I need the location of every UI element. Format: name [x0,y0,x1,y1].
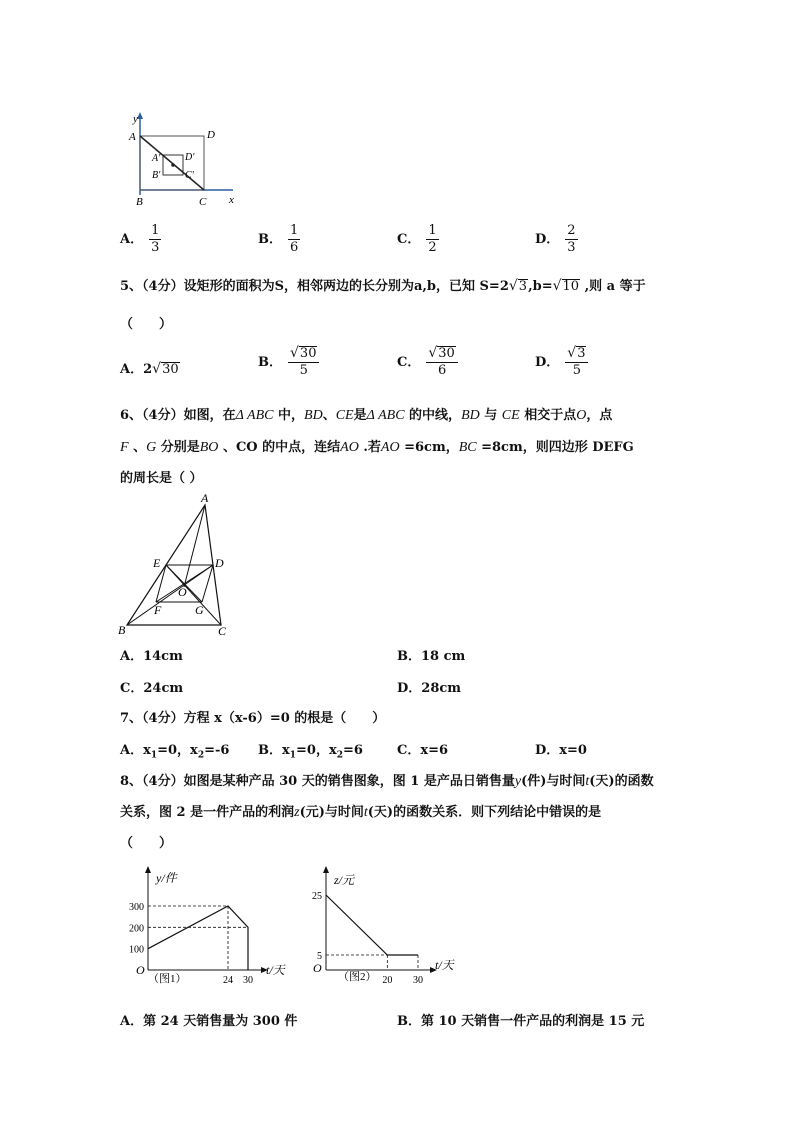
chart2-origin: O [313,961,322,975]
q6-option-a[interactable]: A．14cm [120,649,183,664]
q5-option-d[interactable]: D． √ 3 5 [535,346,588,379]
q6-label-d: D [215,556,224,570]
chart1-ytick-0: 300 [129,902,144,913]
q4-label-x: x [229,194,234,206]
chart1-series-line [148,906,248,970]
q4-figure [125,110,245,210]
chart2-series-line [326,895,418,955]
q4-option-c[interactable]: C． $\frac{1}{2}$ [397,223,437,255]
q6-option-b[interactable]: B．18 cm [397,649,466,664]
q5-option-c[interactable]: C． √ 30 6 [397,346,458,379]
chart2-ytick-1: 5 [317,951,322,962]
q6-option-c[interactable]: C．24cm [120,681,184,696]
q6-line-3: 的周长是（ ） [120,471,203,486]
q4-option-d[interactable]: D． $\frac{2}{3}$ [535,223,576,255]
chart1-xlabel: t/天 [266,963,285,977]
q4-label-d2: D' [185,152,195,163]
q8-option-b[interactable]: B．第 10 天销售一件产品的利润是 15 元 [397,1014,645,1029]
q4-label-a2: A' [152,153,161,164]
q6-figure [115,490,245,638]
chart1-origin: O [136,963,145,977]
q5-option-a[interactable]: A．2 √ 30 [120,361,179,377]
q6-label-o: O [178,585,187,599]
q4-option-b[interactable]: B． $\frac{1}{6}$ [258,223,299,255]
chart1-ytick-1: 200 [129,923,144,935]
chart1-ytick-2: 100 [129,944,144,956]
q4-label-y: y [133,113,138,125]
q6-option-d[interactable]: D．28cm [397,681,462,696]
q4-label-c: C [199,196,207,208]
q7-option-c[interactable]: C．x=6 [397,743,449,758]
q6-line-1: 6、（4分）如图，在Δ ABC 中，BD、CE是Δ ABC 的中线，BD 与 CE 相交于点O，点 [120,408,613,423]
q8-option-a[interactable]: A．第 24 天销售量为 300 件 [120,1014,298,1029]
q4-label-b: B [136,196,143,208]
q7-option-d[interactable]: D．x=0 [535,743,587,758]
chart1-ylabel: y/件 [156,871,177,885]
q4-option-a[interactable]: A． $\frac{1}{3}$ [120,223,160,255]
q4-label-d: D [207,129,215,141]
q6-label-c: C [218,624,227,638]
q8-line-1: 8、（4分）如图是某种产品 30 天的销售图象，图 1 是产品日销售量y(件)与时间t(天)的函数 [120,774,654,789]
q5-paren: （ ） [120,317,173,332]
chart2-y-arrow [323,866,329,873]
q6-label-e: E [153,556,161,570]
q4-label-b2: B' [152,170,161,181]
q7-option-b[interactable]: B．$x_1=0$，$x_2=6$ [258,743,363,761]
chart2-xlabel: t/天 [435,958,454,972]
profit-chart [308,862,468,990]
q7-option-a[interactable]: A．$x_1=0$，$x_2=-6$ [120,743,230,761]
sales-chart [118,862,298,990]
q6-line-2: F 、G 分别是BO 、CO 的中点，连结AO .若AO =6cm，BC =8cm，则四边形 DEFG [120,440,634,455]
chart1-title: （图1） [148,973,187,985]
chart1-xtick-1: 30 [243,975,253,986]
q5-option-b[interactable]: B． √ 30 5 [258,346,319,379]
q6-label-g: G [195,603,204,617]
chart2-ylabel: z/元 [334,873,355,887]
chart2-xtick-0: 20 [382,975,393,986]
chart2-ytick-0: 25 [312,891,322,902]
q6-label-b: B [118,623,126,637]
chart1-y-arrow [145,866,151,873]
q6-label-f: F [154,603,162,617]
chart2-xtick-1: 30 [413,975,423,986]
q6-label-a: A [201,491,209,505]
q5-stem: 5、（4分）设矩形的面积为S，相邻两边的长分别为a,b，已知 S=2 √ 3 ,b= √ 10 ,则 a 等于 [120,278,646,294]
q4-label-a: A [129,131,136,143]
q8-paren: （ ） [120,836,173,851]
q4-label-c2: C' [185,170,194,181]
chart1-xtick-0: 24 [223,975,233,986]
chart2-title: （图2） [338,971,377,983]
q7-stem: 7、（4分）方程 x（x-6）=0 的根是（ ） [120,711,386,726]
q8-line-2: 关系，图 2 是一件产品的利润z(元)与时间t(天)的函数关系．则下列结论中错误的是 [120,805,602,820]
